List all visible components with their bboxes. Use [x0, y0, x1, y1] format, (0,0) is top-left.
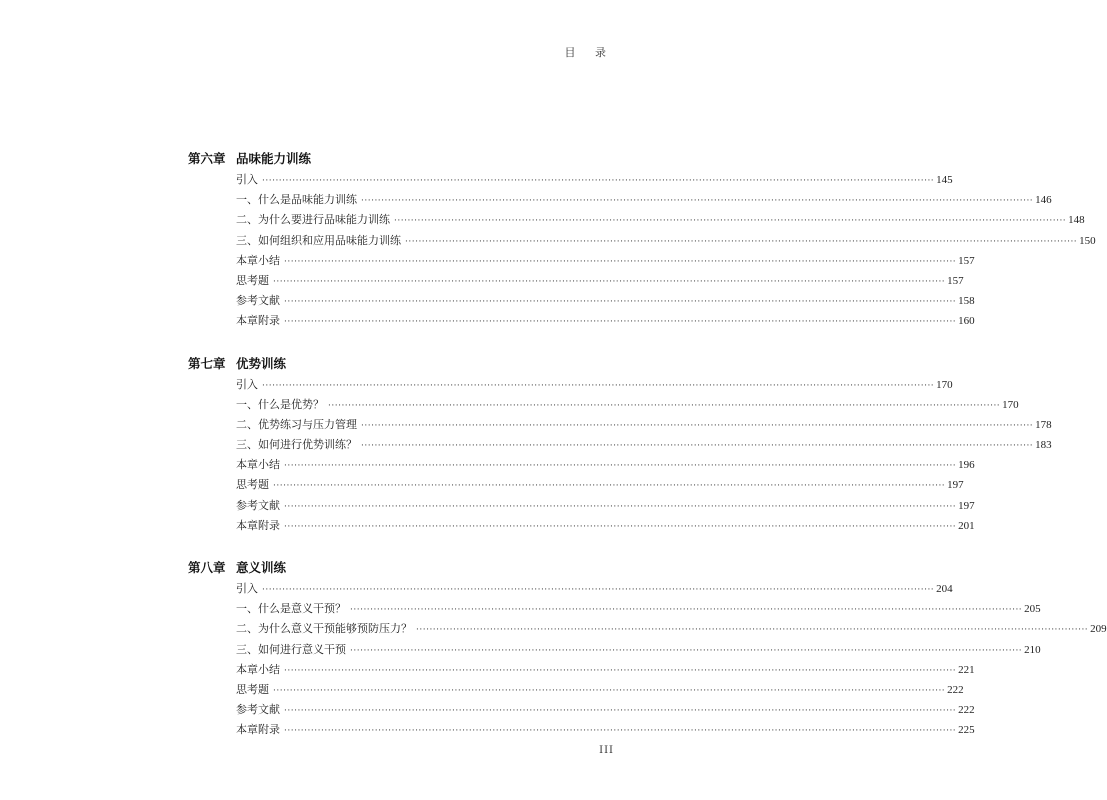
dot-leader: ········································································································································································································: [273, 481, 946, 492]
dot-leader: ········································································································································································································: [361, 420, 1034, 431]
entry-page: 196: [958, 459, 975, 472]
dot-leader: ········································································································································································································: [350, 645, 1023, 656]
toc-entry[interactable]: [236, 271, 964, 291]
dot-leader: ········································································································································································································: [284, 726, 957, 737]
dot-leader: ········································································································································································································: [284, 501, 957, 512]
chapter-heading: [188, 148, 620, 170]
chapter-heading: [188, 353, 620, 375]
entry-label: 本章小结: [236, 458, 280, 472]
entry-label: 思考题: [236, 682, 269, 696]
table-of-contents: [188, 148, 1107, 762]
toc-entry[interactable]: [236, 700, 975, 720]
entry-page: 148: [1068, 214, 1085, 227]
entry-page: 150: [1079, 234, 1096, 247]
entry-page: 145: [936, 174, 953, 186]
toc-entry[interactable]: [236, 311, 975, 331]
entry-page: 204: [936, 583, 953, 595]
entry-label: 思考题: [236, 478, 269, 492]
dot-leader: ········································································································································································································: [262, 380, 935, 391]
entry-page: 183: [1035, 439, 1052, 452]
toc-entry[interactable]: [236, 395, 1019, 415]
toc-entry[interactable]: [236, 640, 1041, 660]
entry-label: 参考文献: [236, 703, 280, 717]
entry-page: 157: [947, 274, 964, 287]
chapter-6: [188, 148, 1096, 332]
toc-entry[interactable]: [236, 475, 964, 495]
toc-entry[interactable]: [236, 680, 964, 700]
entry-label: 三、如何进行优势训练？: [236, 438, 357, 452]
toc-entry[interactable]: [236, 619, 1107, 639]
chapter-title: 意义训练: [236, 560, 287, 575]
chapter-number: 第七章: [188, 355, 226, 371]
entry-label: 参考文献: [236, 294, 280, 308]
dot-leader: ········································································································································································································: [361, 196, 1034, 207]
entry-label: 思考题: [236, 273, 269, 287]
dot-leader: ········································································································································································································: [273, 685, 946, 696]
entry-label: 一、什么是品味能力训练: [236, 193, 357, 207]
toc-entry[interactable]: [236, 170, 953, 190]
dot-leader: ········································································································································································································: [284, 461, 957, 472]
dot-leader: ········································································································································································································: [284, 317, 957, 328]
toc-entry[interactable]: [236, 435, 1052, 455]
page-number: III: [599, 745, 614, 756]
toc-entry[interactable]: [236, 291, 975, 311]
entry-page: 170: [1002, 398, 1019, 411]
dot-leader: ········································································································································································································: [284, 665, 957, 676]
entry-page: 160: [958, 315, 975, 328]
entry-label: 本章附录: [236, 723, 280, 737]
entry-page: 197: [947, 479, 964, 492]
dot-leader: ········································································································································································································: [394, 216, 1067, 227]
entry-label: 引入: [236, 582, 258, 595]
toc-entry[interactable]: [236, 599, 1041, 619]
toc-entry[interactable]: [236, 660, 975, 680]
toc-entry[interactable]: [236, 720, 975, 740]
entry-page: 210: [1024, 643, 1041, 656]
dot-leader: ········································································································································································································: [262, 176, 935, 186]
toc-entry[interactable]: [236, 251, 975, 271]
toc-entry[interactable]: [236, 375, 953, 395]
entry-label: 三、如何组织和应用品味能力训练: [236, 233, 401, 247]
dot-leader: ········································································································································································································: [350, 605, 1023, 616]
entry-page: 201: [958, 519, 975, 532]
toc-entry[interactable]: [236, 210, 1085, 230]
dot-leader: ········································································································································································································: [361, 441, 1034, 452]
chapter-title: 优势训练: [236, 355, 287, 371]
entry-label: 二、为什么要进行品味能力训练: [236, 213, 390, 227]
entry-label: 本章附录: [236, 314, 280, 328]
entry-label: 三、如何进行意义干预: [236, 642, 346, 656]
entry-label: 本章小结: [236, 253, 280, 267]
dot-leader: ········································································································································································································: [416, 625, 1089, 636]
dot-leader: ········································································································································································································: [262, 585, 935, 595]
dot-leader: ········································································································································································································: [405, 236, 1078, 247]
entry-label: 一、什么是优势？: [236, 397, 324, 411]
entry-page: 158: [958, 295, 975, 308]
entry-page: 225: [958, 724, 975, 737]
toc-entry[interactable]: [236, 231, 1096, 251]
chapter-number: 第八章: [188, 560, 226, 575]
toc-entry[interactable]: [236, 190, 1052, 210]
dot-leader: ········································································································································································································: [284, 521, 957, 532]
entry-page: 222: [958, 704, 975, 717]
toc-entry[interactable]: [236, 455, 975, 475]
toc-entry[interactable]: [236, 579, 953, 599]
chapter-number: 第六章: [188, 151, 226, 166]
chapter-7: [188, 353, 1052, 537]
entry-label: 一、什么是意义干预？: [236, 602, 346, 616]
entry-page: 222: [947, 683, 964, 696]
toc-entry[interactable]: [236, 496, 975, 516]
dot-leader: ········································································································································································································: [273, 276, 946, 287]
entry-page: 221: [958, 663, 975, 676]
entry-page: 146: [1035, 194, 1052, 207]
entry-label: 引入: [236, 173, 258, 186]
entry-label: 本章附录: [236, 518, 280, 532]
entry-page: 157: [958, 254, 975, 267]
entry-label: 二、优势练习与压力管理: [236, 417, 357, 431]
entry-label: 二、为什么意义干预能够预防压力？: [236, 622, 412, 636]
dot-leader: ········································································································································································································: [284, 297, 957, 308]
entry-label: 参考文献: [236, 498, 280, 512]
entry-page: 205: [1024, 603, 1041, 616]
dot-leader: ········································································································································································································: [284, 256, 957, 267]
running-head: 目 录: [564, 46, 614, 59]
entry-label: 引入: [236, 377, 258, 391]
chapter-8: [188, 557, 1107, 741]
toc-entry[interactable]: [236, 415, 1052, 435]
entry-page: 209: [1090, 623, 1107, 636]
entry-page: 197: [958, 499, 975, 512]
entry-page: 170: [936, 378, 953, 391]
entry-page: 178: [1035, 418, 1052, 431]
entry-label: 本章小结: [236, 662, 280, 676]
toc-entry[interactable]: [236, 516, 975, 536]
chapter-title: 品味能力训练: [236, 151, 312, 166]
dot-leader: ········································································································································································································: [284, 706, 957, 717]
chapter-heading: [188, 557, 620, 579]
dot-leader: ········································································································································································································: [328, 400, 1001, 411]
